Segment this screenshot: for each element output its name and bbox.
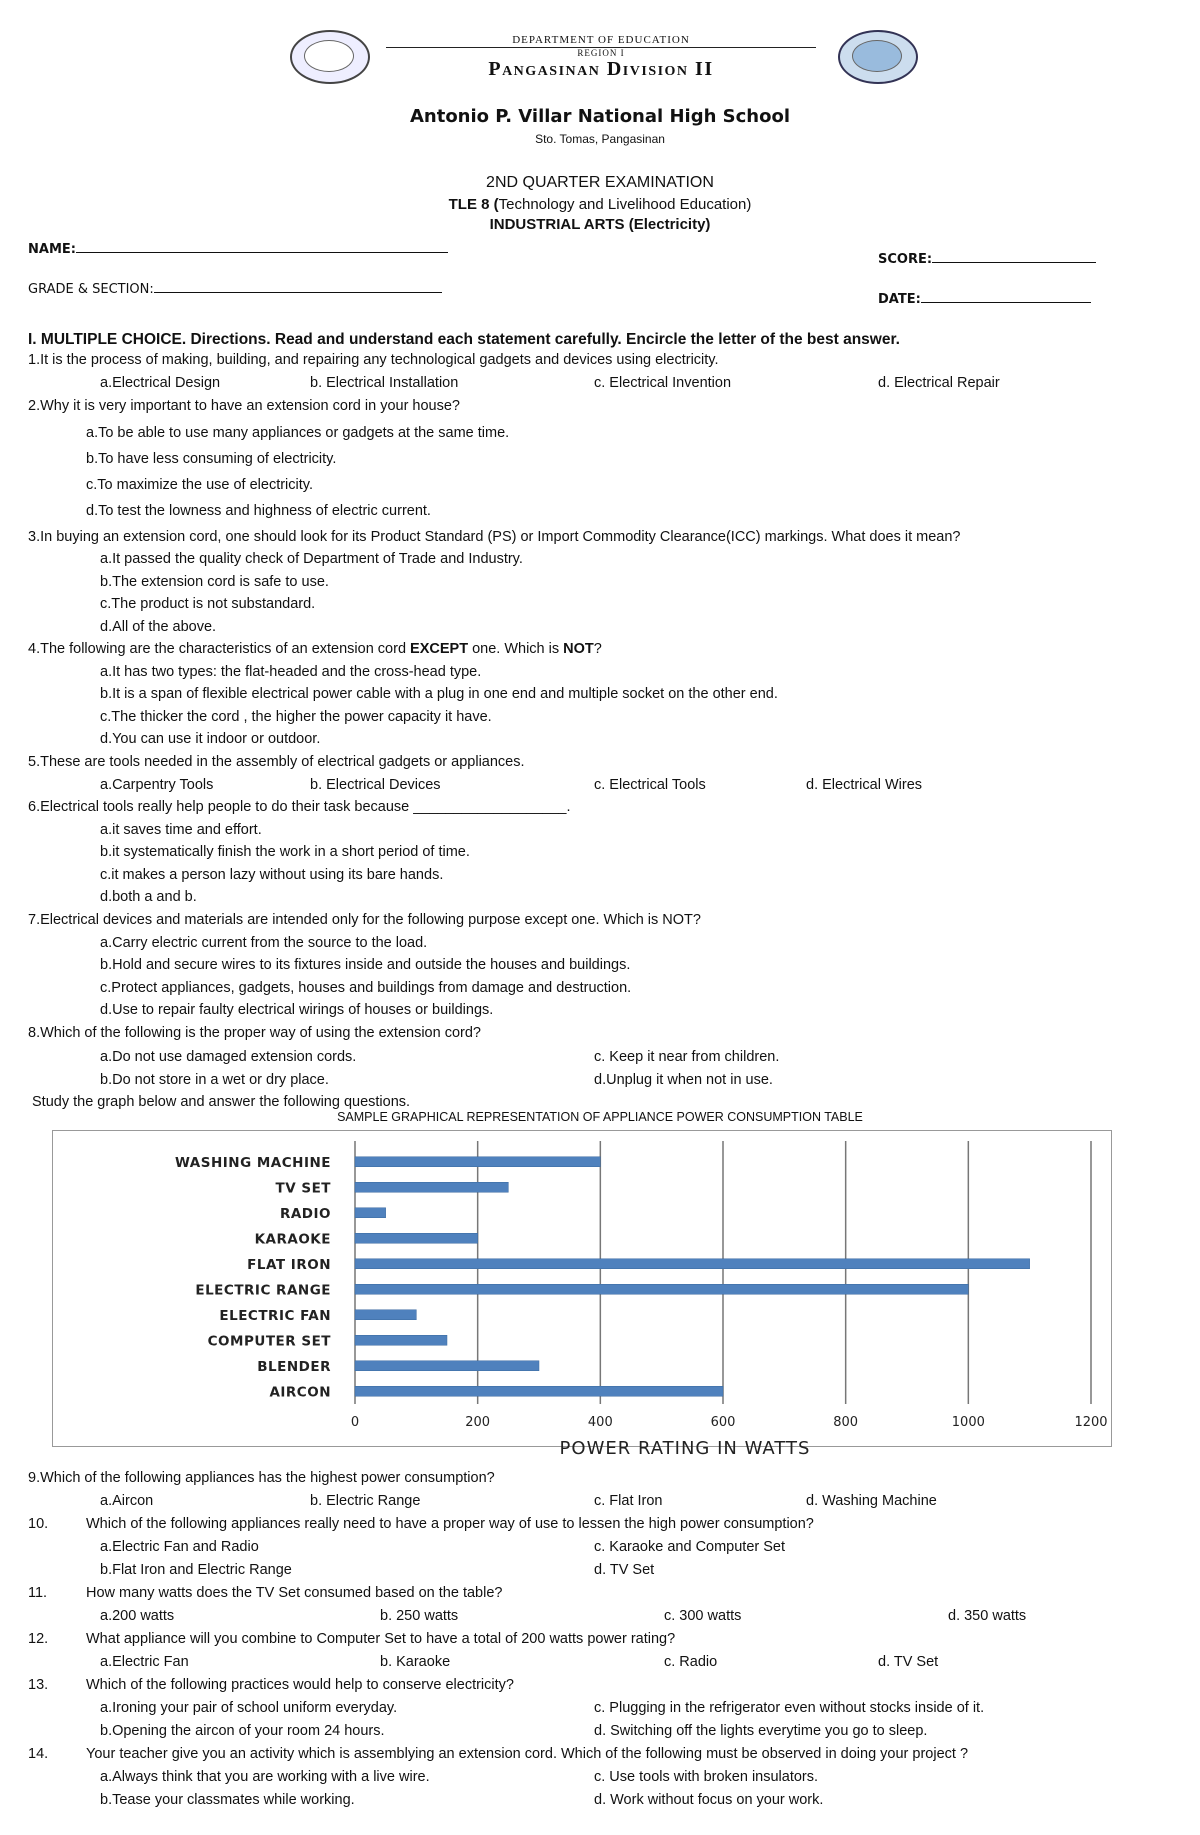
name-label: NAME: <box>28 242 76 257</box>
department-heading <box>386 34 816 81</box>
question-12: What appliance will you combine to Computer Set to have a total of 200 watts power rating? <box>86 1631 676 1647</box>
score-line[interactable] <box>932 250 1096 263</box>
option-6c[interactable]: c.it makes a person lazy without using its bare hands. <box>100 867 444 883</box>
option-12c[interactable]: c. Radio <box>664 1654 718 1670</box>
option-5b[interactable]: b. Electrical Devices <box>310 777 441 793</box>
bar <box>355 1310 416 1320</box>
x-tick-label: 1200 <box>1074 1415 1108 1430</box>
option-13a[interactable]: a.Ironing your pair of school uniform everyday. <box>100 1700 398 1716</box>
question-4-part: 4.The following are the characteristics of an extension cord <box>28 641 411 657</box>
exam-title: 2ND QUARTER EXAMINATION <box>486 174 714 191</box>
option-1d[interactable]: d. Electrical Repair <box>878 375 1000 391</box>
x-tick-label: 1000 <box>951 1415 985 1430</box>
option-3b[interactable]: b.The extension cord is safe to use. <box>100 574 329 590</box>
bar <box>355 1182 508 1192</box>
category-label: RADIO <box>279 1205 331 1222</box>
option-14b[interactable]: b.Tease your classmates while working. <box>100 1792 355 1808</box>
division-line: Pangasinan Division II <box>488 58 714 80</box>
option-6d[interactable]: d.both a and b. <box>100 889 197 905</box>
question-6: 6.Electrical tools really help people to do their task because ___________________. <box>28 799 571 815</box>
option-6b[interactable]: b.it systematically finish the work in a short period of time. <box>100 844 470 860</box>
question-4-part: ? <box>593 641 602 657</box>
question-2: 2.Why it is very important to have an extension cord in your house? <box>28 398 460 414</box>
question-4-except: EXCEPT <box>410 641 469 657</box>
question-3: 3.In buying an extension cord, one should look for its Product Standard (PS) or Import Commodity Clearance(ICC) markings. What does it mean? <box>28 529 961 545</box>
category-label: FLAT IRON <box>247 1256 331 1273</box>
category-label: BLENDER <box>257 1358 331 1375</box>
power-chart <box>52 1130 1112 1459</box>
deped-seal-icon <box>290 30 370 84</box>
category-label: KARAOKE <box>254 1231 331 1248</box>
option-9a[interactable]: a.Aircon <box>100 1493 154 1509</box>
option-3c[interactable]: c.The product is not substandard. <box>100 596 316 612</box>
date-label: DATE: <box>878 292 921 307</box>
option-8d[interactable]: d.Unplug it when not in use. <box>594 1072 773 1088</box>
question-14: Your teacher give you an activity which is assemblying an extension cord. Which of the following must be observed in doing your project ? <box>86 1746 969 1762</box>
option-7d[interactable]: d.Use to repair faulty electrical wirings of houses or buildings. <box>100 1002 494 1018</box>
option-11a[interactable]: a.200 watts <box>100 1608 175 1624</box>
score-field[interactable] <box>878 250 1096 267</box>
x-tick-label: 0 <box>350 1415 360 1430</box>
question-4-not: NOT <box>563 641 594 657</box>
grade-field[interactable] <box>28 280 442 297</box>
option-10b[interactable]: b.Flat Iron and Electric Range <box>100 1562 292 1578</box>
option-4c[interactable]: c.The thicker the cord , the higher the power capacity it have. <box>100 709 492 725</box>
bar <box>355 1208 386 1218</box>
name-field[interactable] <box>28 240 448 257</box>
option-7c[interactable]: c.Protect appliances, gadgets, houses and buildings from damage and destruction. <box>100 980 632 996</box>
option-11c[interactable]: c. 300 watts <box>664 1608 742 1624</box>
category-label: TV SET <box>275 1180 331 1197</box>
date-line[interactable] <box>921 290 1091 303</box>
option-14a[interactable]: a.Always think that you are working with a live wire. <box>100 1769 430 1785</box>
option-7b[interactable]: b.Hold and secure wires to its fixtures inside and outside the houses and buildings. <box>100 957 631 973</box>
question-8: 8.Which of the following is the proper way of using the extension cord? <box>28 1025 481 1041</box>
option-11d[interactable]: d. 350 watts <box>948 1608 1027 1624</box>
power-chart-svg <box>53 1131 1111 1459</box>
region-line: REGION I <box>577 48 625 58</box>
option-5a[interactable]: a.Carpentry Tools <box>100 777 214 793</box>
option-2c[interactable]: c.To maximize the use of electricity. <box>86 477 313 493</box>
option-12b[interactable]: b. Karaoke <box>380 1654 451 1670</box>
bar <box>355 1335 447 1345</box>
grade-label: GRADE & SECTION: <box>28 282 154 297</box>
category-label: COMPUTER SET <box>207 1333 331 1350</box>
school-name: Antonio P. Villar National High School <box>409 106 791 127</box>
question-9: 9.Which of the following appliances has the highest power consumption? <box>28 1470 495 1486</box>
bar <box>355 1259 1030 1269</box>
category-label: AIRCON <box>269 1384 331 1401</box>
option-6a[interactable]: a.it saves time and effort. <box>100 822 262 838</box>
date-field[interactable] <box>878 290 1091 307</box>
question-7: 7.Electrical devices and materials are intended only for the following purpose except one. Which is NOT? <box>28 912 701 928</box>
bar <box>355 1284 968 1294</box>
subject-title <box>0 196 1200 213</box>
question-10-number: 10. <box>28 1516 49 1532</box>
question-11: How many watts does the TV Set consumed based on the table? <box>86 1585 503 1601</box>
option-8c[interactable]: c. Keep it near from children. <box>594 1049 780 1065</box>
option-10a[interactable]: a.Electric Fan and Radio <box>100 1539 259 1555</box>
option-8a[interactable]: a.Do not use damaged extension cords. <box>100 1049 357 1065</box>
question-1: 1.It is the process of making, building, and repairing any technological gadgets and devices using electricity. <box>28 352 719 368</box>
question-4 <box>28 641 602 657</box>
bar <box>355 1361 539 1371</box>
option-13c[interactable]: c. Plugging in the refrigerator even without stocks inside of it. <box>594 1700 985 1716</box>
dept-line: DEPARTMENT OF EDUCATION <box>386 34 816 48</box>
bar <box>355 1233 478 1243</box>
instructions: I. MULTIPLE CHOICE. Directions. Read and understand each statement carefully. Encircle the letter of the best answer. <box>28 331 900 348</box>
x-axis-label: POWER RATING IN WATTS <box>559 1438 811 1459</box>
option-9b[interactable]: b. Electric Range <box>310 1493 421 1509</box>
question-10: Which of the following appliances really need to have a proper way of use to lessen the high power consumption? <box>86 1516 814 1532</box>
option-14d[interactable]: d. Work without focus on your work. <box>594 1792 824 1808</box>
chart-title: SAMPLE GRAPHICAL REPRESENTATION OF APPLIANCE POWER CONSUMPTION TABLE <box>337 1110 863 1124</box>
option-5d[interactable]: d. Electrical Wires <box>806 777 923 793</box>
division-seal-icon <box>838 30 918 84</box>
option-2b[interactable]: b.To have less consuming of electricity. <box>86 451 337 467</box>
option-1c[interactable]: c. Electrical Invention <box>594 375 732 391</box>
option-11b[interactable]: b. 250 watts <box>380 1608 459 1624</box>
question-4-part: one. Which is <box>468 641 564 657</box>
school-address: Sto. Tomas, Pangasinan <box>535 132 665 146</box>
category-label: ELECTRIC FAN <box>219 1307 331 1324</box>
option-1a[interactable]: a.Electrical Design <box>100 375 221 391</box>
subject-bold: TLE 8 ( <box>448 196 499 213</box>
x-tick-label: 400 <box>587 1415 613 1430</box>
option-2d[interactable]: d.To test the lowness and highness of electric current. <box>86 503 431 519</box>
bar <box>355 1157 600 1167</box>
option-4b[interactable]: b.It is a span of flexible electrical power cable with a plug in one end and multiple socket on the other end. <box>100 686 778 702</box>
option-4d[interactable]: d.You can use it indoor or outdoor. <box>100 731 321 747</box>
score-label: SCORE: <box>878 252 933 267</box>
category-label: ELECTRIC RANGE <box>195 1282 331 1299</box>
grade-line[interactable] <box>154 280 442 293</box>
option-12a[interactable]: a.Electric Fan <box>100 1654 189 1670</box>
question-13: Which of the following practices would help to conserve electricity? <box>86 1677 514 1693</box>
option-9c[interactable]: c. Flat Iron <box>594 1493 663 1509</box>
name-line[interactable] <box>76 240 448 253</box>
option-1b[interactable]: b. Electrical Installation <box>310 375 459 391</box>
x-tick-label: 800 <box>833 1415 859 1430</box>
option-10c[interactable]: c. Karaoke and Computer Set <box>594 1539 786 1555</box>
option-4a[interactable]: a.It has two types: the flat-headed and the cross-head type. <box>100 664 482 680</box>
option-8b[interactable]: b.Do not store in a wet or dry place. <box>100 1072 329 1088</box>
question-13-number: 13. <box>28 1677 49 1693</box>
question-12-number: 12. <box>28 1631 49 1647</box>
category-label: WASHING MACHINE <box>175 1154 331 1171</box>
bar <box>355 1386 723 1396</box>
option-3d[interactable]: d.All of the above. <box>100 619 217 635</box>
option-9d[interactable]: d. Washing Machine <box>806 1493 937 1509</box>
subject-area: INDUSTRIAL ARTS (Electricity) <box>489 216 711 233</box>
option-13b[interactable]: b.Opening the aircon of your room 24 hours. <box>100 1723 385 1739</box>
subject-normal: Technology and Livelihood Education) <box>498 196 752 213</box>
question-5: 5.These are tools needed in the assembly of electrical gadgets or appliances. <box>28 754 525 770</box>
option-14c[interactable]: c. Use tools with broken insulators. <box>594 1769 819 1785</box>
option-10d[interactable]: d. TV Set <box>594 1562 655 1578</box>
question-11-number: 11. <box>28 1585 48 1601</box>
x-tick-label: 600 <box>710 1415 736 1430</box>
x-tick-label: 200 <box>465 1415 491 1430</box>
option-13d[interactable]: d. Switching off the lights everytime you go to sleep. <box>594 1723 928 1739</box>
option-12d[interactable]: d. TV Set <box>878 1654 939 1670</box>
letterhead <box>290 30 930 86</box>
option-5c[interactable]: c. Electrical Tools <box>594 777 706 793</box>
option-7a[interactable]: a.Carry electric current from the source to the load. <box>100 935 428 951</box>
question-14-number: 14. <box>28 1746 49 1762</box>
option-2a[interactable]: a.To be able to use many appliances or gadgets at the same time. <box>86 425 510 441</box>
study-instruction: Study the graph below and answer the following questions. <box>32 1094 411 1110</box>
option-3a[interactable]: a.It passed the quality check of Department of Trade and Industry. <box>100 551 523 567</box>
